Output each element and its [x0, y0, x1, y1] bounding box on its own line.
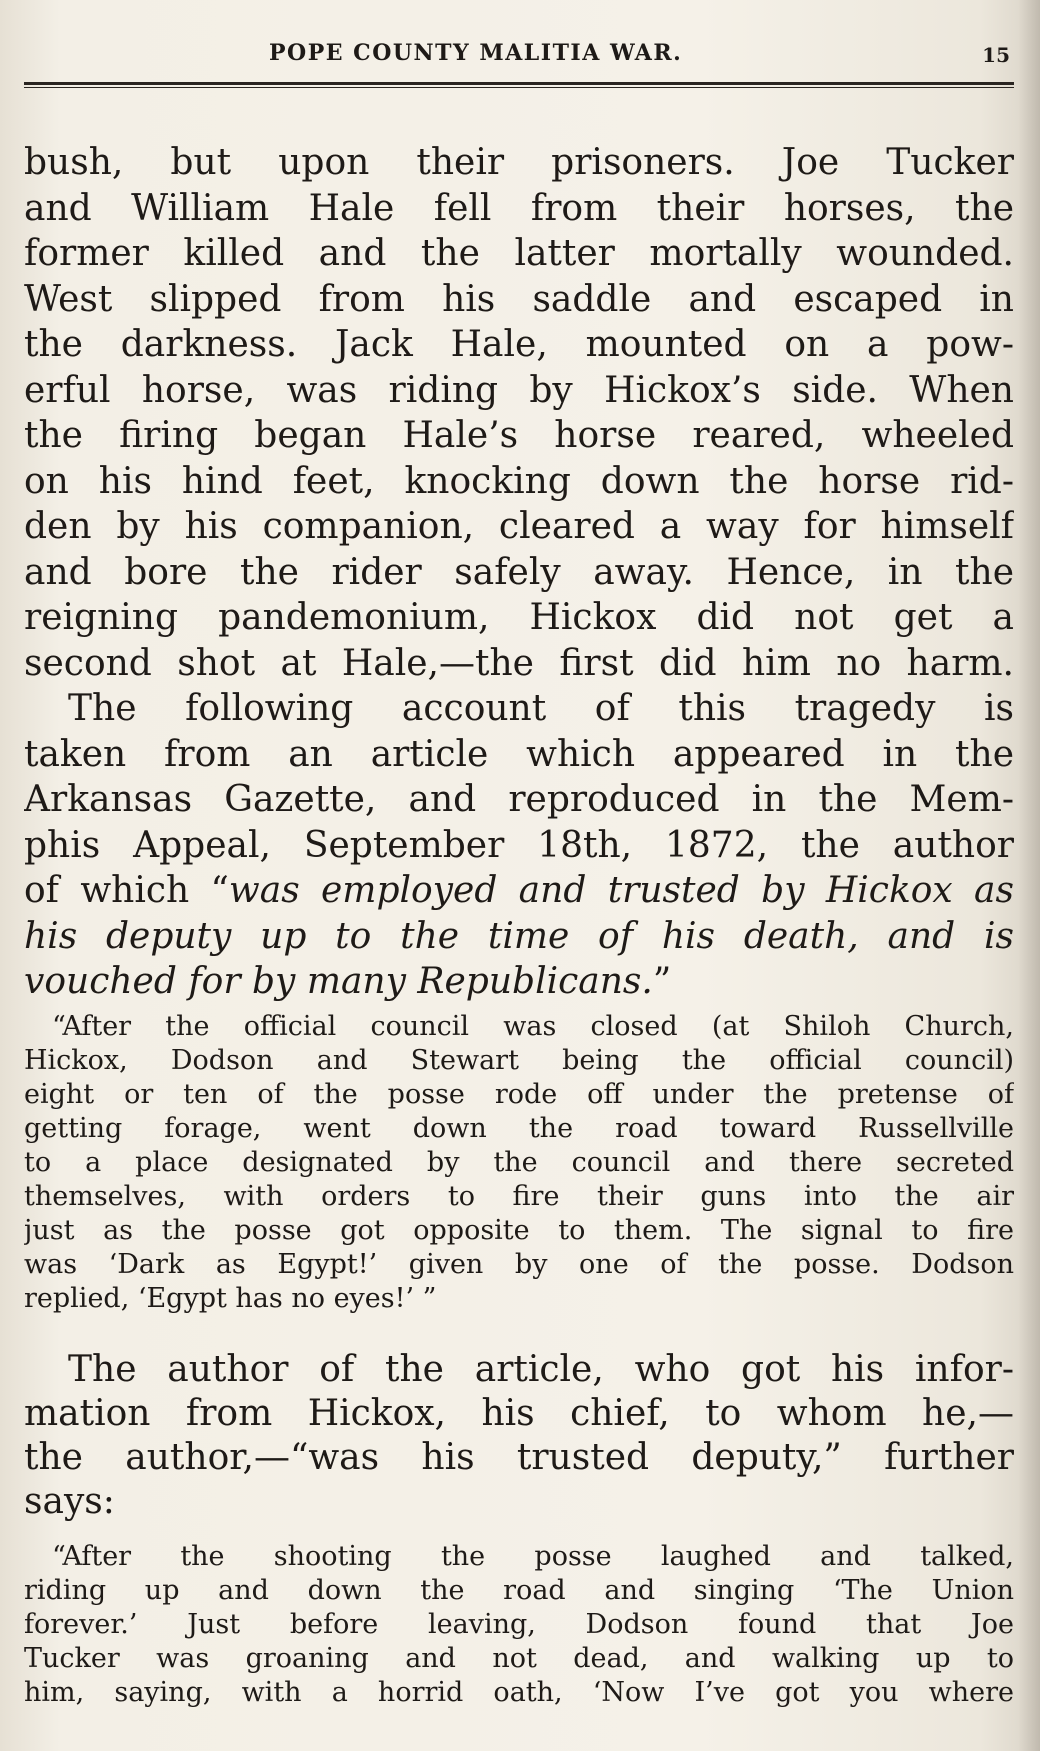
text-line: phis Appeal, September 18th, 1872, the author	[24, 824, 1014, 866]
text-line: taken from an article which appeared in the	[24, 733, 1014, 775]
text-italic: vouched for by many Republicans.	[24, 961, 653, 1002]
text-line: reigning pandemonium, Hickox did not get a	[24, 597, 1014, 638]
running-title: POPE COUNTY MALITIA WAR.	[269, 40, 683, 66]
text-roman: of which “	[24, 870, 229, 911]
quote-line: him, saying, with a horrid oath, ‘Now I’ve got you where	[24, 1677, 1014, 1708]
page-number: 15	[982, 43, 1010, 67]
quote-line: Hickox, Dodson and Stewart being the official council)	[24, 1045, 1014, 1076]
quote-line: riding up and down the road and singing ‘The Union	[24, 1575, 1014, 1606]
text-italic: was employed and trusted by Hickox as	[228, 870, 1014, 911]
text-line: and William Hale fell from their horses, the	[24, 187, 1014, 229]
text-line: and bore the rider safely away. Hence, in the	[24, 551, 1014, 593]
header-rule	[24, 82, 1014, 88]
quote-line: was ‘Dark as Egypt!’ given by one of the posse. Dodson	[24, 1249, 1014, 1280]
quote-line: just as the posse got opposite to them. The signal to fire	[24, 1215, 1014, 1246]
quote-line: forever.’ Just before leaving, Dodson found that Joe	[24, 1609, 1014, 1640]
text-line-mixed	[24, 868, 1014, 914]
quote-line: replied, ‘Egypt has no eyes!’ ”	[24, 1283, 437, 1314]
quote-line: Tucker was groaning and not dead, and walking up to	[24, 1643, 1014, 1674]
text-line: second shot at Hale,—the first did him no harm.	[24, 642, 1014, 684]
text-line: erful horse, was riding by Hickox’s side. When	[24, 369, 1014, 411]
text-line: bush, but upon their prisoners. Joe Tucker	[24, 142, 1014, 183]
text-line: says:	[24, 1481, 115, 1522]
page-gutter-shadow	[1018, 0, 1040, 1751]
quote-line: to a place designated by the council and there secreted	[24, 1147, 1014, 1178]
text-line-mixed	[24, 959, 1014, 1005]
quote-block	[24, 1010, 1014, 1316]
text-line-italic: his deputy up to the time of his death, and is	[24, 915, 1014, 957]
text-line: the firing began Hale’s horse reared, wheeled	[24, 415, 1014, 456]
text-line: on his hind feet, knocking down the horse rid-	[24, 460, 1014, 502]
text-line: West slipped from his saddle and escaped in	[24, 278, 1014, 320]
quote-block	[24, 1540, 1014, 1710]
text-line: former killed and the latter mortally wounded.	[24, 233, 1014, 274]
text-line: The author of the article, who got his infor-	[68, 1349, 1014, 1390]
text-line: Arkansas Gazette, and reproduced in the Mem-	[24, 779, 1014, 820]
body-paragraph-block	[24, 1348, 1014, 1524]
text-roman: ”	[652, 961, 672, 1002]
quote-line: getting forage, went down the road toward Russellville	[24, 1113, 1014, 1144]
body-paragraph-block	[24, 140, 1014, 1005]
text-line: the author,—“was his trusted deputy,” further	[24, 1437, 1014, 1478]
quote-line: eight or ten of the posse rode off under the pretense of	[24, 1079, 1014, 1110]
quote-line: “After the official council was closed (at Shiloh Church,	[52, 1011, 1014, 1042]
text-line: mation from Hickox, his chief, to whom he,—	[24, 1393, 1014, 1434]
text-line: the darkness. Jack Hale, mounted on a pow-	[24, 324, 1014, 365]
running-head	[24, 40, 1014, 80]
quote-line: themselves, with orders to fire their guns into the air	[24, 1181, 1014, 1212]
text-line: The following account of this tragedy is	[68, 688, 1014, 729]
text-line: den by his companion, cleared a way for himself	[24, 506, 1014, 547]
quote-line: “After the shooting the posse laughed and talked,	[52, 1541, 1014, 1572]
